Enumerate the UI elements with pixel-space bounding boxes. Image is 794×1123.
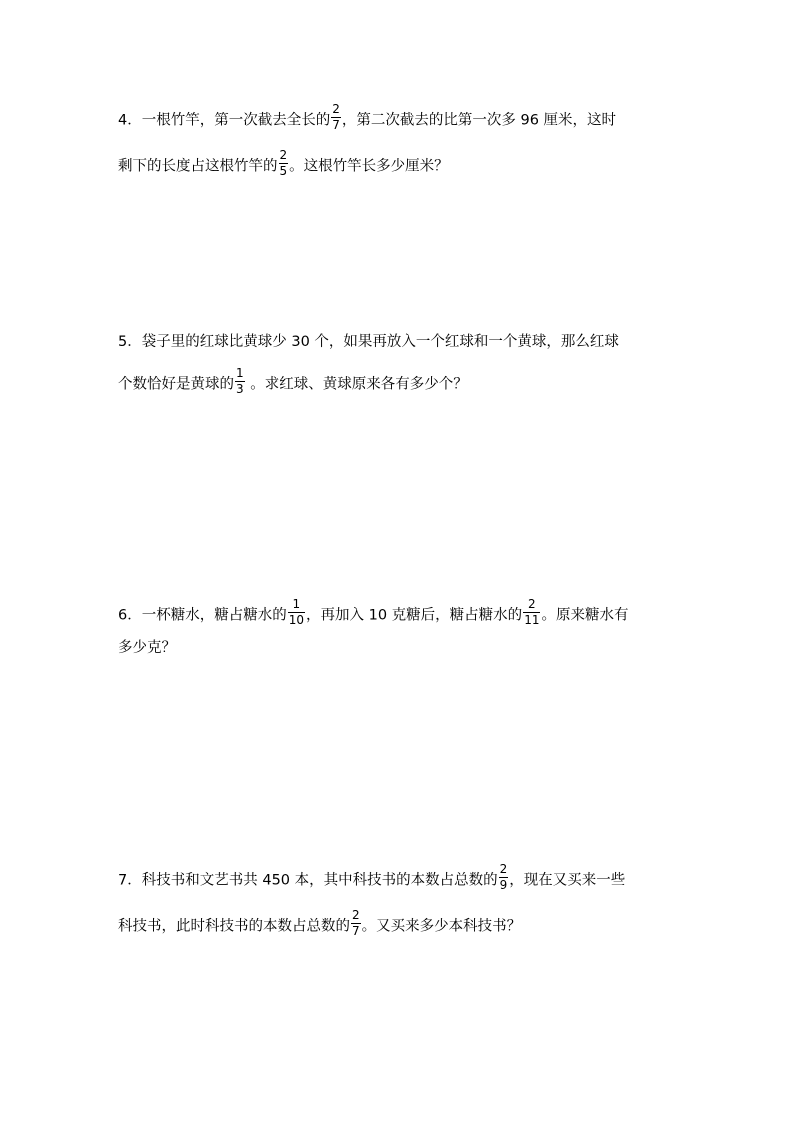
fraction: $\frac{1}{3}$: [236, 366, 244, 396]
problem-number: 7．: [118, 872, 142, 889]
fraction: $\frac{2}{9}$: [499, 862, 508, 892]
problem-4-line-1: [118, 102, 617, 135]
fraction: $\frac{2}{11}$: [524, 597, 540, 627]
fraction: $\frac{2}{5}$: [279, 148, 288, 178]
fraction: $\frac{1}{10}$: [288, 597, 305, 627]
problem-5-line-1: [118, 332, 619, 352]
problem-6-line-1: [118, 597, 629, 630]
problem-text: ，第二次截去的比第一次多 96 厘米，这时: [341, 112, 617, 129]
problem-text: ，再加入 10 克糖后，糖占糖水的: [306, 607, 523, 624]
problem-text: 。原来糖水有: [541, 607, 629, 624]
fraction: $\frac{2}{7}$: [352, 908, 360, 938]
problem-text: 剩下的长度占这根竹竿的: [118, 158, 278, 175]
problem-text: 。这根竹竿长多少厘米？: [289, 158, 449, 175]
problem-text: 多少克？: [118, 640, 176, 656]
problem-text: 袋子里的红球比黄球少 30 个，如果再放入一个红球和一个黄球，那么红球: [141, 334, 619, 350]
fraction: $\frac{2}{7}$: [332, 102, 340, 132]
problem-7-line-1: [118, 862, 626, 895]
problem-text: ，现在又买来一些: [509, 872, 626, 889]
problem-text: 个数恰好是黄球的: [118, 376, 234, 393]
problem-text: 一根竹竿，第一次截去全长的: [141, 112, 331, 129]
problem-number: 6．: [118, 607, 142, 624]
problem-text: 。求红球、黄球原来各有多少个？: [245, 376, 468, 393]
problem-5-line-2: [118, 366, 468, 399]
problem-text: 一杯糖水，糖占糖水的: [141, 607, 287, 624]
problem-number: 4．: [118, 112, 142, 129]
problem-text: 科技书，此时科技书的本数占总数的: [118, 918, 350, 935]
problem-number: 5．: [118, 334, 142, 350]
problem-7-line-2: [118, 908, 522, 941]
problem-text: 。又买来多少本科技书？: [361, 918, 522, 935]
problem-6-line-2: [118, 638, 176, 658]
problem-text: 科技书和文艺书共 450 本，其中科技书的本数占总数的: [141, 872, 498, 889]
problem-4-line-2: [118, 148, 449, 181]
